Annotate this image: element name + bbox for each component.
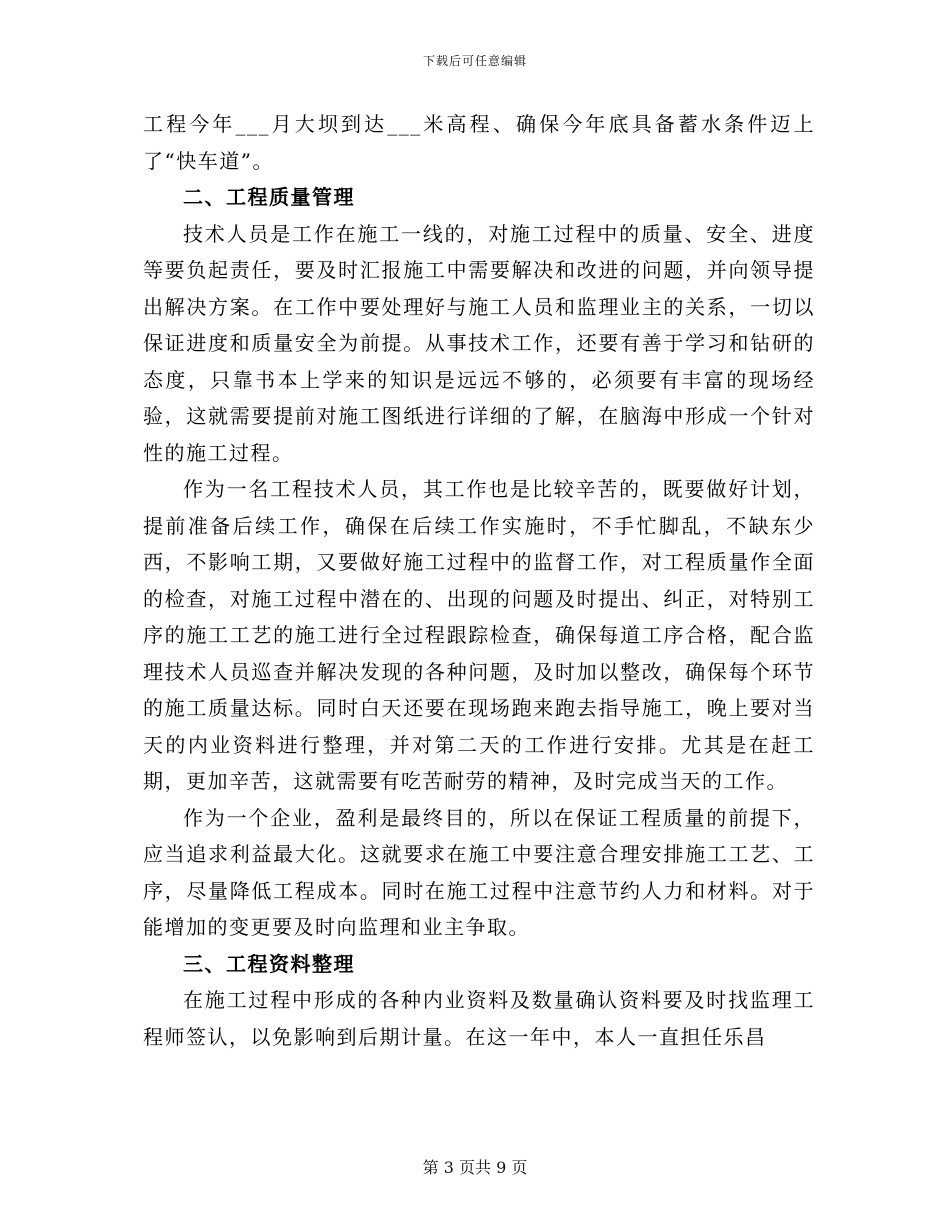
paragraph-engineer-duties: 作为一名工程技术人员，其工作也是比较辛苦的，既要做好计划，提前准备后续工作，确保在后续工作实施时，不手忙脚乱，不缺东少西，不影响工期，又要做好施工过程中的监督工作，对工程质量作全面的检查，对施工过程中潜在的、出现的问题及时提出、纠正，对特别工序的施工工艺的施工进行全过程跟踪检查，确保每道工序合格，配合监理技术人员巡查并解决发现的各种问题，及时加以整改，确保每个环节的施工质量达标。同时白天还要在现场跑来跑去指导施工，晚上要对当天的内业资料进行整理，并对第二天的工作进行安排。尤其是在赶工期，更加辛苦，这就需要有吃苦耐劳的精神，及时完成当天的工作。: [143, 477, 815, 793]
page-header: 下载后可任意编辑: [422, 54, 527, 68]
section-heading-documents: 三、工程资料整理: [183, 951, 355, 976]
page-footer: 第 3 页共 9 页: [422, 1158, 528, 1177]
document-body: [143, 106, 815, 1055]
section-heading-quality: 二、工程质量管理: [183, 185, 355, 209]
paragraph-continuation: 工程今年___月大坝到达___米高程、确保今年底具备蓄水条件迈上了“快车道”。: [143, 112, 815, 173]
paragraph-documents: 在施工过程中形成的各种内业资料及数量确认资料要及时找监理工程师签认，以免影响到后期计量。在这一年中，本人一直担任乐昌: [143, 988, 815, 1049]
paragraph-technical-staff: 技术人员是工作在施工一线的，对施工过程中的质量、安全、进度等要负起责任，要及时汇报施工中需要解决和改进的问题，并向领导提出解决方案。在工作中要处理好与施工人员和监理业主的关系，一切以保证进度和质量安全为前提。从事技术工作，还要有善于学习和钻研的态度，只靠书本上学来的知识是远远不够的，必须要有丰富的现场经验，这就需要提前对施工图纸进行详细的了解，在脑海中形成一个针对性的施工过程。: [143, 221, 815, 465]
paragraph-profit: 作为一个企业，盈利是最终目的，所以在保证工程质量的前提下，应当追求利益最大化。这就要求在施工中要注意合理安排施工工艺、工序，尽量降低工程成本。同时在施工过程中注意节约人力和材料。对于能增加的变更要及时向监理和业主争取。: [143, 805, 815, 939]
